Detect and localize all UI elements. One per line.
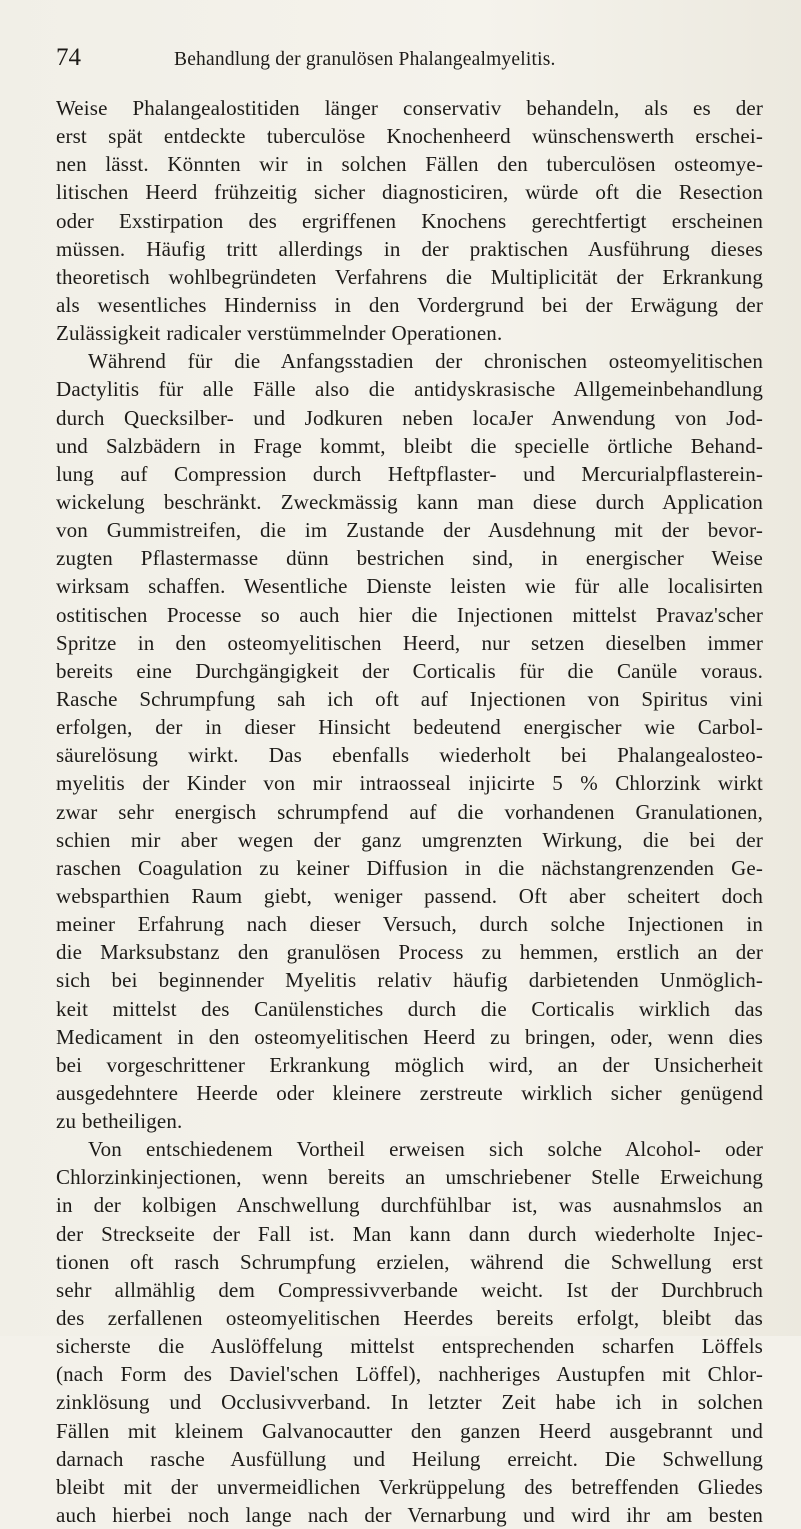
text-line: meiner Erfahrung nach dieser Versuch, durch solche Injectionen in — [56, 912, 763, 937]
text-line: myelitis der Kinder von mir intraosseal injicirte 5 % Chlorzink wirkt — [56, 771, 763, 796]
running-head — [56, 44, 763, 78]
running-title: Behandlung der granulösen Phalangealmyelitis. — [174, 49, 556, 70]
text-line: wirksam schaffen. Wesentliche Dienste leisten wie für alle localisirten — [56, 574, 763, 599]
text-line: Dactylitis für alle Fälle also die antidyskrasische Allgemeinbehandlung — [56, 377, 763, 402]
text-line: des zerfallenen osteomyelitischen Heerdes bereits erfolgt, bleibt das — [56, 1306, 763, 1331]
text-line: sich bei beginnender Myelitis relativ häufig darbietenden Unmöglich- — [56, 968, 763, 993]
text-line: litischen Heerd frühzeitig sicher diagnosticiren, würde oft die Resection — [56, 180, 763, 205]
body-text — [56, 94, 763, 1529]
text-line: als wesentliches Hinderniss in den Vordergrund bei der Erwägung der — [56, 292, 763, 317]
text-line: in der kolbigen Anschwellung durchfühlbar ist, was ausnahmslos an — [56, 1193, 763, 1218]
text-line: ausgedehntere Heerde oder kleinere zerstreute wirklich sicher genügend — [56, 1080, 763, 1105]
text-line: die Marksubstanz den granulösen Process zu hemmen, erstlich an der — [56, 940, 763, 965]
text-line: müssen. Häufig tritt allerdings in der praktischen Ausführung dieses — [56, 236, 763, 261]
text-line: tionen oft rasch Schrumpfung erzielen, während die Schwellung erst — [56, 1249, 763, 1274]
text-line: lung auf Compression durch Heftpflaster- und Mercurialpflasterein- — [56, 461, 763, 486]
text-line: erst spät entdeckte tuberculöse Knochenheerd wünschenswerth erschei- — [56, 124, 763, 149]
text-line: wickelung beschränkt. Zweckmässig kann man diese durch Application — [56, 489, 763, 514]
text-line: Während für die Anfangsstadien der chronischen osteomyelitischen — [88, 349, 763, 374]
page-number: 74 — [56, 44, 81, 71]
text-line: Fällen mit kleinem Galvanocautter den ganzen Heerd ausgebrannt und — [56, 1418, 763, 1443]
text-line: websparthien Raum giebt, weniger passend. Oft aber scheitert doch — [56, 883, 763, 908]
text-line: nen lässt. Könnten wir in solchen Fällen den tuberculösen osteomye- — [56, 152, 763, 177]
text-line: säurelösung wirkt. Das ebenfalls wiederholt bei Phalangealosteo- — [56, 743, 763, 768]
text-line: von Gummistreifen, die im Zustande der Ausdehnung mit der bevor- — [56, 518, 763, 543]
text-line: (nach Form des Daviel'schen Löffel), nachheriges Austupfen mit Chlor- — [56, 1362, 763, 1387]
text-line: sehr allmählig dem Compressivverbande weicht. Ist der Durchbruch — [56, 1277, 763, 1302]
text-line: Chlorzinkinjectionen, wenn bereits an umschriebener Stelle Erweichung — [56, 1165, 763, 1190]
text-line: keit mittelst des Canülenstiches durch die Corticalis wirklich das — [56, 996, 763, 1021]
text-line: erfolgen, der in dieser Hinsicht bedeutend energischer wie Carbol- — [56, 715, 763, 740]
text-line: schien mir aber wegen der ganz umgrenzten Wirkung, die bei der — [56, 827, 763, 852]
text-line: und Salzbädern in Frage kommt, bleibt die specielle örtliche Behand- — [56, 433, 763, 458]
text-line: bleibt mit der unvermeidlichen Verkrüppelung des betreffenden Gliedes — [56, 1474, 763, 1499]
text-line: ostitischen Processe so auch hier die Injectionen mittelst Pravaz'scher — [56, 602, 763, 627]
text-line: darnach rasche Ausfüllung und Heilung erreicht. Die Schwellung — [56, 1446, 763, 1471]
text-line: Von entschiedenem Vortheil erweisen sich solche Alcohol- oder — [88, 1137, 763, 1162]
text-line: Weise Phalangealostitiden länger conservativ behandeln, als es der — [56, 96, 763, 120]
text-line: raschen Coagulation zu keiner Diffusion in die nächstangrenzenden Ge- — [56, 855, 763, 880]
text-line: zu betheiligen. — [56, 1109, 183, 1134]
text-line: Zulässigkeit radicaler verstümmelnder Operationen. — [56, 321, 503, 346]
text-line: Medicament in den osteomyelitischen Heerd zu bringen, oder, wenn dies — [56, 1024, 763, 1049]
text-line: theoretisch wohlbegründeten Verfahrens die Multiplicität der Erkrankung — [56, 264, 763, 289]
text-line: sicherste die Auslöffelung mittelst entsprechenden scharfen Löffels — [56, 1334, 763, 1359]
text-line: zugten Pflastermasse dünn bestrichen sind, in energischer Weise — [56, 546, 763, 571]
text-line: bereits eine Durchgängigkeit der Corticalis für die Canüle voraus. — [56, 658, 763, 683]
text-line: oder Exstirpation des ergriffenen Knochens gerechtfertigt erscheinen — [56, 208, 763, 233]
text-line: auch hierbei noch lange nach der Vernarbung und wird ihr am besten — [56, 1503, 763, 1528]
text-line: Spritze in den osteomyelitischen Heerd, nur setzen dieselben immer — [56, 630, 763, 655]
text-line: Rasche Schrumpfung sah ich oft auf Injectionen von Spiritus vini — [56, 686, 763, 711]
text-line: zinklösung und Occlusivverband. In letzter Zeit habe ich in solchen — [56, 1390, 763, 1415]
text-line: durch Quecksilber- und Jodkuren neben locaJer Anwendung von Jod- — [56, 405, 763, 430]
text-line: der Streckseite der Fall ist. Man kann dann durch wiederholte Injec- — [56, 1221, 763, 1246]
text-line: zwar sehr energisch schrumpfend auf die vorhandenen Granulationen, — [56, 799, 763, 824]
text-line: bei vorgeschrittener Erkrankung möglich wird, an der Unsicherheit — [56, 1052, 763, 1077]
